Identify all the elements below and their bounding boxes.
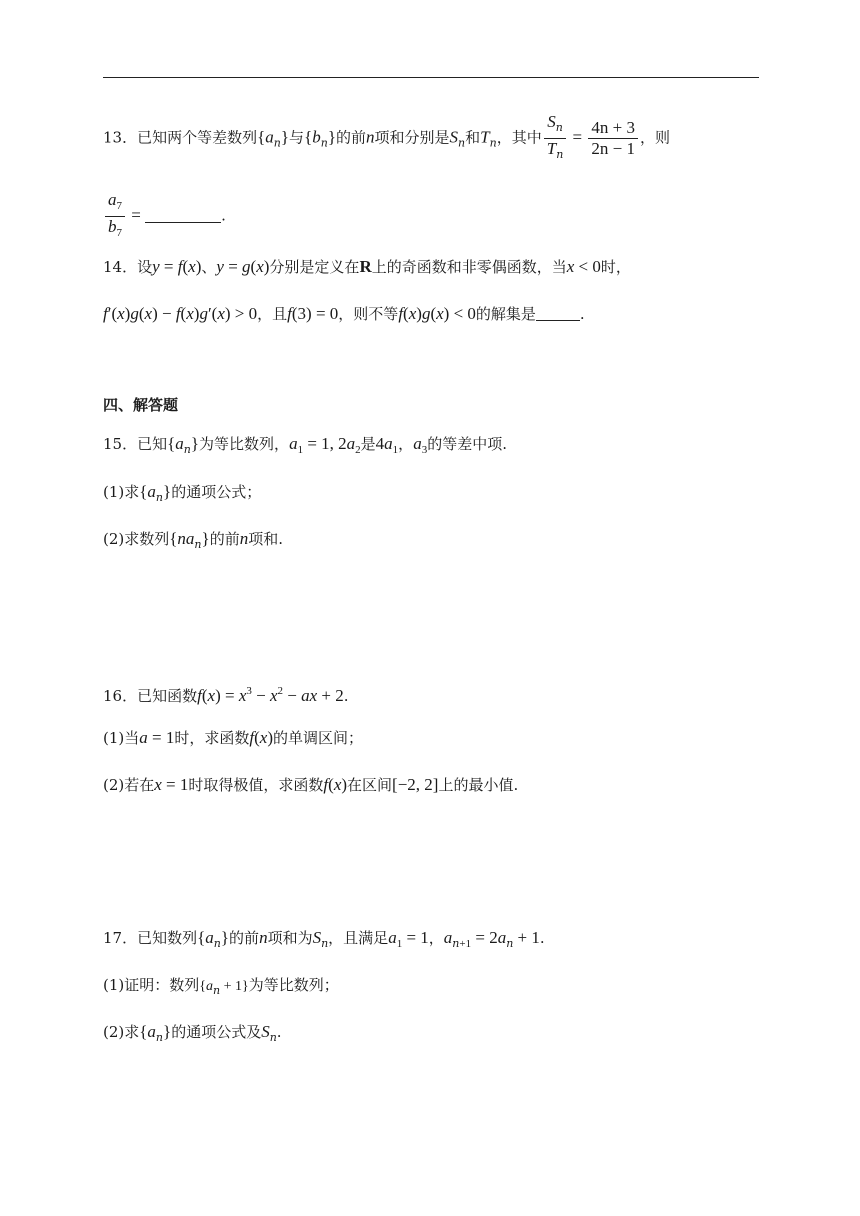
question-13-line-2: $\frac{a_7}{b_7}$ = . <box>103 190 226 243</box>
question-16-line-1: 16．已知函数$f(x) = x^3 - x^2$ − ax + 2. <box>103 685 349 705</box>
question-16-part-1: (1)当a = 1时，求函数f(x)的单调区间； <box>103 728 363 747</box>
question-17-line-1: 17．已知数列$\{a_n\}$的前n项和为$S_n$，且满足$a_1 = 1$，$a_{n+1} = 2a_n + 1$. <box>103 928 545 950</box>
section-heading: 四、解答题 <box>103 396 179 414</box>
question-14-line-2: f′(x)g(x) − f(x)g′(x) > 0，且f(3) = 0，则不等f(x)g(x) < 0的解集是 . <box>103 304 585 323</box>
ratio-fraction: $\frac{S_n}{T_n}$ <box>544 112 567 165</box>
answer-blank-13[interactable] <box>145 210 221 223</box>
question-16-part-2: (2)若在x = 1时取得极值，求函数f(x)在区间[−2, 2]上的最小值. <box>103 775 519 794</box>
question-15-part-1: (1)求$\{a_n\}$的通项公式； <box>103 482 262 504</box>
answer-blank-14[interactable] <box>536 308 580 321</box>
question-14-line-1: 14．设y = f(x)、y = g(x)分别是定义在R上的奇函数和非零偶函数，当x < 0时， <box>103 257 631 276</box>
question-17-part-2: (2)求$\{a_n\}$的通项公式及$S_n$. <box>103 1022 282 1044</box>
ratio-value-fraction: $\frac{4n + 3}{2n - 1}$ <box>588 118 638 159</box>
header-rule <box>103 77 759 78</box>
question-17-part-1: (1)证明：数列$\{a_n + 1\}$为等比数列； <box>103 976 339 997</box>
question-15-line-1: 15．已知$\{a_n\}$为等比数列，$a_1 = 1$, $2a_2$是$4a_1$，$a_3$的等差中项. <box>103 434 507 456</box>
question-15-part-2: (2)求数列$\{na_n\}$的前n项和. <box>103 529 283 551</box>
question-13-line-1: 13．已知两个等差数列$\{a_n\}$与$\{b_n\}$的前n项和分别是$S_n$和$T_n$，其中 $\frac{S_n}{T_n}$ = $\frac{4n + 3}{2n - 1}$ ，则 <box>103 112 670 165</box>
